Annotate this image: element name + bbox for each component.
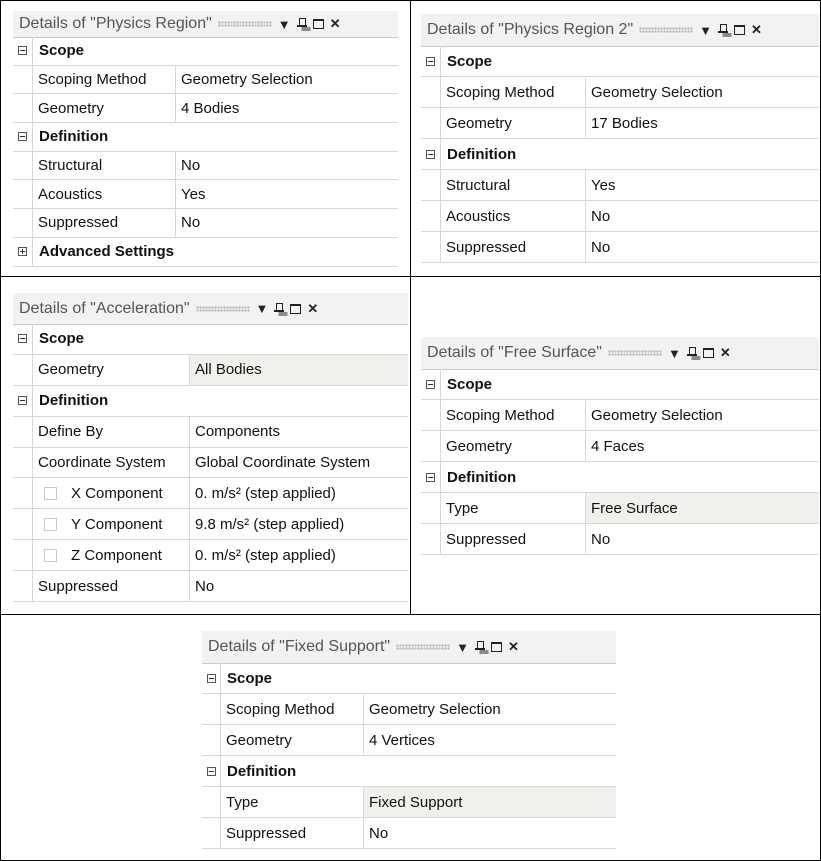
property-label-text: Acoustics [446,207,511,225]
property-row[interactable] [421,400,819,431]
panel-title: Details of "Physics Region 2" [427,21,634,38]
property-label-text: Scoping Method [446,406,555,424]
maximize-icon[interactable] [703,348,714,358]
row-gutter [202,694,221,724]
property-row[interactable] [13,509,408,540]
row-gutter [421,201,441,231]
property-value[interactable]: Yes [591,176,616,194]
row-gutter [13,478,33,508]
property-row[interactable] [13,94,398,123]
property-value[interactable]: Geometry Selection [369,700,501,718]
property-value[interactable]: 4 Vertices [369,731,435,749]
property-value[interactable]: No [369,824,389,842]
property-label [441,524,586,554]
section-label: Scope [227,669,273,687]
property-label-text: Structural [446,176,511,194]
parameter-checkbox[interactable] [44,518,57,531]
property-row[interactable] [202,787,616,818]
panel-title: Details of "Fixed Support" [208,638,391,655]
section-header-definition[interactable] [13,386,408,417]
property-value[interactable]: No [195,577,215,595]
row-gutter [421,431,441,461]
close-icon[interactable]: ✕ [751,22,762,37]
property-row[interactable] [13,209,398,238]
pin-icon[interactable] [718,23,728,37]
property-label [33,571,190,601]
row-gutter [13,94,33,122]
dropdown-arrow-icon[interactable]: ▼ [277,16,291,32]
section-header-scope[interactable] [421,46,819,77]
section-header-advanced-settings[interactable] [13,238,398,267]
panel-header [13,293,408,325]
maximize-icon[interactable] [313,19,324,29]
parameter-checkbox[interactable] [44,487,57,500]
property-label [441,493,586,523]
property-value[interactable]: All Bodies [190,355,408,385]
section-toggle[interactable] [421,462,441,492]
row-gutter [421,400,441,430]
property-label-text: Suppressed [446,530,527,548]
row-gutter [13,66,33,94]
section-label: Scope [39,42,85,60]
property-value[interactable]: 0. m/s² (step applied) [195,484,336,502]
property-label [221,725,364,755]
property-value[interactable]: 9.8 m/s² (step applied) [195,515,345,533]
section-header-scope[interactable] [13,37,398,66]
property-row[interactable] [13,66,398,95]
property-value[interactable]: No [181,214,201,232]
section-header-definition[interactable] [421,462,819,493]
property-label-text: Type [446,499,479,517]
pin-icon[interactable] [475,640,485,654]
row-gutter [421,108,441,138]
collapse-icon[interactable] [426,150,435,159]
section-label: Definition [447,145,517,163]
maximize-icon[interactable] [290,304,301,314]
property-row[interactable] [13,478,408,509]
collapse-icon[interactable] [18,396,27,405]
property-label-text: Suppressed [38,577,119,595]
property-row[interactable] [202,694,616,725]
details-panel-free-surface [421,337,819,555]
property-label-text: Suppressed [446,238,527,256]
property-label [33,152,176,180]
details-panel-fixed-support [202,631,616,849]
property-label [33,180,176,208]
row-gutter [13,540,33,570]
property-label-text: Geometry [446,437,512,455]
panel-title: Details of "Free Surface" [427,344,602,361]
section-label: Scope [39,330,85,348]
row-gutter [202,725,221,755]
row-gutter [13,509,33,539]
property-row[interactable] [421,77,819,108]
maximize-icon[interactable] [491,642,502,652]
property-row[interactable] [421,431,819,462]
section-header-definition[interactable] [13,123,398,152]
property-label [33,417,190,447]
property-value[interactable]: Geometry Selection [181,71,313,89]
panel-header [13,11,398,38]
property-label [33,509,190,539]
property-label [33,66,176,94]
panel-title: Details of "Physics Region" [19,15,212,32]
header-grip[interactable] [639,27,693,33]
property-row[interactable] [421,108,819,139]
header-grip[interactable] [608,350,662,356]
property-label-text: Scoping Method [446,83,555,101]
section-toggle[interactable] [202,663,221,693]
property-grid [202,663,616,849]
property-row[interactable] [13,540,408,571]
section-toggle[interactable] [421,46,441,76]
collapse-icon[interactable] [207,674,216,683]
property-label-text: Scoping Method [38,71,147,89]
dropdown-arrow-icon[interactable]: ▼ [456,639,469,655]
property-value[interactable]: No [591,530,611,548]
dropdown-arrow-icon[interactable]: ▼ [699,22,712,38]
header-grip[interactable] [218,21,272,27]
property-value[interactable]: No [591,238,611,256]
property-label [441,108,586,138]
property-label-text: Geometry [38,99,104,117]
panel-header [421,14,819,47]
panel-header [421,337,819,370]
section-toggle[interactable] [202,756,221,786]
section-label: Definition [447,468,517,486]
property-label [33,209,176,237]
property-label [33,355,190,385]
section-label: Scope [447,52,493,70]
section-label: Definition [39,128,109,146]
collapse-icon[interactable] [18,334,27,343]
property-row[interactable] [421,170,819,201]
property-row[interactable] [421,201,819,232]
row-gutter [13,152,33,180]
property-row[interactable] [13,355,408,386]
details-panel-physics-region-2 [421,14,819,265]
collapse-icon[interactable] [426,57,435,66]
property-row[interactable] [202,818,616,849]
row-gutter [13,180,33,208]
parameter-checkbox[interactable] [44,549,57,562]
close-icon[interactable]: ✕ [719,345,731,360]
maximize-icon[interactable] [734,25,745,35]
property-label-text: Acoustics [38,185,103,203]
property-label-text: Type [226,793,259,811]
row-gutter [421,170,441,200]
expand-icon[interactable] [18,247,27,256]
property-label-text: X Component [71,484,163,502]
property-value[interactable]: Global Coordinate System [195,454,371,471]
property-label-text: Structural [38,157,103,175]
pin-icon[interactable] [687,346,697,360]
property-label [33,478,190,508]
section-toggle[interactable] [13,37,33,65]
property-label [33,94,176,122]
property-label-text: Geometry [226,731,292,749]
property-grid [421,46,819,263]
collapse-icon[interactable] [18,46,27,55]
row-gutter [421,232,441,262]
property-value[interactable]: Free Surface [586,493,819,523]
dropdown-arrow-icon[interactable]: ▼ [255,301,269,316]
details-panel-physics-region [13,11,398,273]
section-toggle[interactable] [13,238,33,266]
property-row[interactable] [202,725,616,756]
property-label [221,787,364,817]
property-value[interactable]: 4 Bodies [181,99,240,117]
property-label-text: Z Component [71,546,162,564]
row-gutter [421,493,441,523]
property-label-text: Geometry [38,361,104,379]
section-label: Advanced Settings [39,243,175,261]
row-gutter [202,818,221,848]
section-header-definition[interactable] [421,139,819,170]
section-toggle[interactable] [13,324,33,354]
property-label [221,694,364,724]
property-label [441,232,586,262]
section-label: Definition [227,762,297,780]
property-value[interactable]: Geometry Selection [591,83,723,101]
section-header-definition[interactable] [202,756,616,787]
property-value[interactable]: Yes [181,185,206,203]
row-gutter [202,787,221,817]
panel-title: Details of "Acceleration" [19,299,190,317]
property-row[interactable] [421,493,819,524]
property-value[interactable]: 0. m/s² (step applied) [195,546,336,564]
property-row[interactable] [421,524,819,555]
section-label: Scope [447,375,493,393]
property-label [441,77,586,107]
property-value[interactable]: 17 Bodies [591,114,658,132]
close-icon[interactable]: ✕ [507,639,519,654]
property-label [441,201,586,231]
property-label [221,818,364,848]
property-row[interactable] [13,417,408,448]
property-grid [13,37,398,267]
property-row[interactable] [421,232,819,263]
property-grid [421,369,819,555]
close-icon[interactable]: ✕ [307,300,319,316]
property-label-text: Coordinate System [38,454,166,471]
property-label-text: Suppressed [226,824,307,842]
property-label-text: Y Component [71,515,163,533]
property-row[interactable] [13,571,408,602]
row-gutter [13,209,33,237]
section-header-scope[interactable] [13,324,408,355]
section-toggle[interactable] [13,386,33,416]
collapse-icon[interactable] [18,132,27,141]
row-gutter [13,571,33,601]
details-panel-acceleration [13,293,408,604]
property-label-text: Suppressed [38,214,119,232]
property-label [33,448,190,478]
row-gutter [13,417,33,447]
property-value[interactable]: Fixed Support [364,787,616,817]
property-label-text: Scoping Method [226,700,335,718]
row-gutter [421,77,441,107]
property-label [441,170,586,200]
close-icon[interactable]: ✕ [329,16,341,31]
property-label [441,431,586,461]
pin-icon[interactable] [274,302,284,316]
property-label-text: Define By [38,423,104,441]
section-header-scope[interactable] [202,663,616,694]
section-toggle[interactable] [421,139,441,169]
row-gutter [13,355,33,385]
property-value[interactable]: No [591,207,611,225]
collapse-icon[interactable] [426,380,435,389]
dropdown-arrow-icon[interactable]: ▼ [667,345,681,361]
property-row[interactable] [13,448,408,479]
collapse-icon[interactable] [426,473,435,482]
property-label-text: Geometry [446,114,512,132]
property-value[interactable]: Components [195,423,281,441]
panel-header [202,631,616,664]
section-toggle[interactable] [421,369,441,399]
property-value[interactable]: 4 Faces [591,437,645,455]
property-value[interactable]: Geometry Selection [591,406,723,424]
property-row[interactable] [13,180,398,209]
section-label: Definition [39,392,109,410]
row-gutter [13,448,33,478]
pin-icon[interactable] [297,17,307,31]
header-grip[interactable] [196,306,250,312]
collapse-icon[interactable] [207,767,216,776]
property-label [441,400,586,430]
property-row[interactable] [13,152,398,181]
header-grip[interactable] [396,644,450,650]
section-header-scope[interactable] [421,369,819,400]
section-toggle[interactable] [13,123,33,151]
property-label [33,540,190,570]
property-value[interactable]: No [181,157,201,175]
property-grid [13,324,408,602]
row-gutter [421,524,441,554]
